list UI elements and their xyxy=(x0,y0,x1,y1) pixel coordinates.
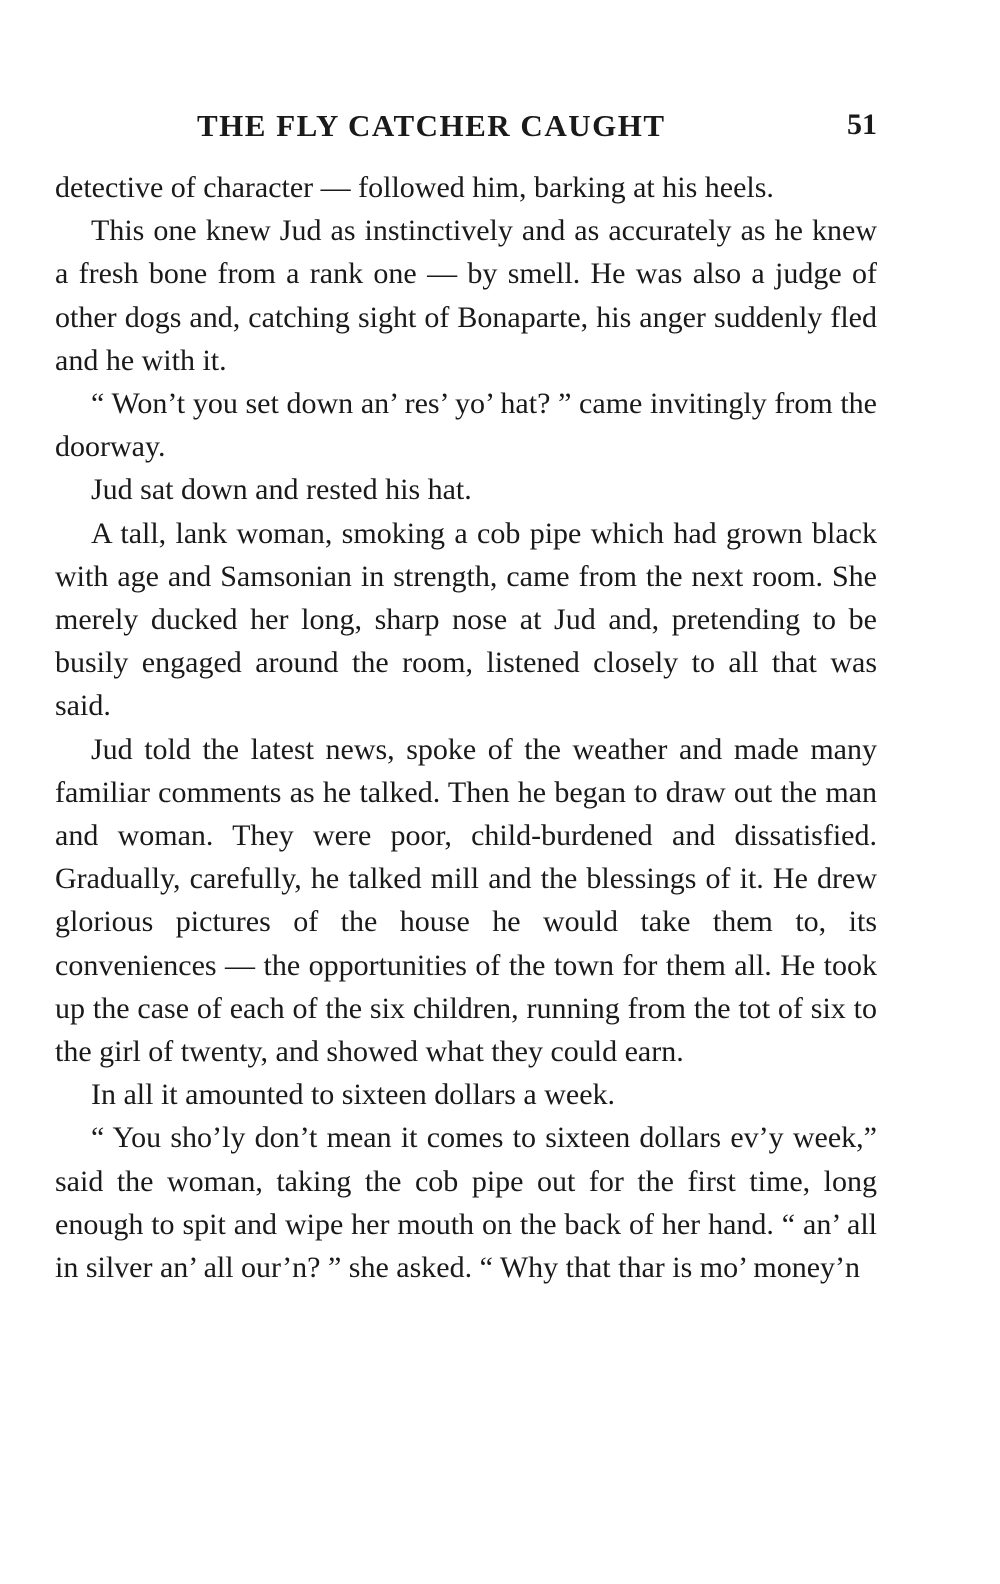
paragraph: This one knew Jud as instinctively and as accurately as he knew a fresh bone from a rank one — by smell. He was also a judge of other dogs and, catching sight of Bonaparte, his anger suddenly fled and he with it. xyxy=(55,214,877,377)
page-number: 51 xyxy=(847,108,877,141)
paragraph: detective of character — followed him, barking at his heels. xyxy=(55,171,774,204)
running-head xyxy=(55,108,877,156)
paragraph: A tall, lank woman, smoking a cob pipe which had grown black with age and Samsonian in strength, came from the next room. She merely ducked her long, sharp nose at Jud and, pretending to be busily engaged around the room, listened closely to all that was said. xyxy=(55,516,877,723)
running-title: THE FLY CATCHER CAUGHT xyxy=(197,108,666,143)
book-page xyxy=(55,108,877,1289)
paragraph: “ You sho’ly don’t mean it comes to sixteen dollars ev’y week,” said the woman, taking the cob pipe out for the first time, long enough to spit and wipe her mouth on the back of her hand. “ an’ all in silver an’ all our’n? ” she asked. “ Why that thar is mo’ money’n xyxy=(55,1121,877,1285)
paragraph: Jud sat down and rested his hat. xyxy=(91,473,472,507)
paragraph: “ Won’t you set down an’ res’ yo’ hat? ” came invitingly from the doorway. xyxy=(55,387,877,464)
paragraph: In all it amounted to sixteen dollars a week. xyxy=(91,1078,616,1112)
body-text xyxy=(55,166,877,1289)
paragraph: Jud told the latest news, spoke of the weather and made many familiar comments as he talked. Then he began to draw out the man and woman. They were poor, child-burdened and dissatisfied. Gradually, carefully, he talked mill and the blessings of it. He drew glorious pictures of the house he would take them to, its conveniences — the opportunities of the town for them all. He took up the case of each of the six children, running from the tot of six to the girl of twenty, and showed what they could earn. xyxy=(55,732,877,1069)
